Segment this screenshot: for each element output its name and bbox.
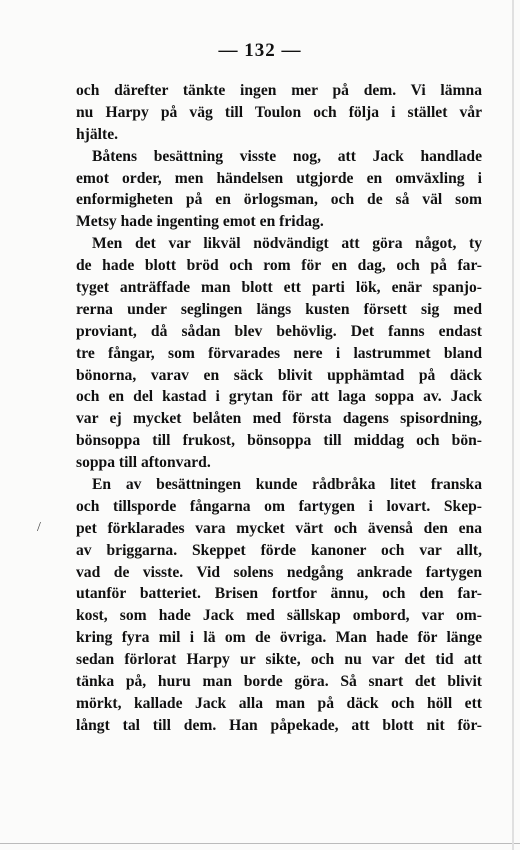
- page-bottom-edge: [0, 843, 520, 844]
- text-line: En av besättningen kunde rådbråka litet franska: [92, 476, 482, 494]
- text-line: proviant, då sådan blev behövlig. Det fanns endast: [76, 322, 482, 340]
- text-line: hjälte.: [76, 125, 119, 143]
- text-line: emot order, men händelsen utgjorde en omväxling i: [76, 169, 482, 187]
- text-line: utanför batteriet. Brisen fortfor ännu, och den far-: [76, 585, 482, 603]
- margin-mark: /: [37, 520, 41, 535]
- text-line: Metsy hade ingenting emot en fridag.: [76, 213, 324, 231]
- body-text: [76, 80, 482, 737]
- text-line: mörkt, kallade Jack alla man på däck och höll ett: [76, 694, 482, 712]
- text-line: kring fyra mil i lä om de övriga. Man hade för länge: [76, 629, 482, 647]
- text-line: pet förklarades vara mycket värt och ävenså den ena: [76, 519, 482, 537]
- text-line: och en del kastad i grytan för att laga soppa av. Jack: [76, 388, 482, 406]
- text-line: och tillsporde fångarna om fartygen i lovart. Skep-: [76, 497, 482, 515]
- text-line: Men det var likväl nödvändigt att göra något, ty: [92, 235, 482, 253]
- text-line: tre fångar, som förvarades nere i lastrummet bland: [76, 344, 482, 362]
- text-line: vad de visste. Vid solens nedgång ankrade fartygen: [76, 563, 482, 581]
- text-line: kost, som hade Jack med sällskap ombord, var om-: [76, 607, 482, 625]
- page-number: — 132 —: [218, 40, 302, 61]
- text-line: sedan förlorat Harpy ur sikte, och nu var det tid att: [76, 651, 482, 669]
- text-line: långt tal till dem. Han påpekade, att blott nit för-: [76, 716, 482, 734]
- text-line: tänka på, huru man borde göra. Så snart det blivit: [76, 673, 482, 691]
- text-line: tyget anträffade man blott ett parti lök, enär spanjo-: [76, 279, 482, 297]
- text-line: nu Harpy på väg till Toulon och följa i stället vår: [76, 103, 482, 121]
- text-line: rerna under seglingen längs kusten försett sig med: [76, 300, 482, 318]
- text-line: enformigheten på en örlogsman, och de så väl som: [76, 191, 482, 209]
- text-line: var ej mycket belåten med första dagens spisordning,: [76, 410, 482, 428]
- text-line: bönorna, varav en säck blivit upphämtad på däck: [76, 366, 482, 384]
- text-line: av briggarna. Skeppet förde kanoner och var allt,: [76, 541, 482, 559]
- text-line: och därefter tänkte ingen mer på dem. Vi lämna: [76, 82, 482, 99]
- text-line: de hade blott bröd och rom för en dag, och på far-: [76, 257, 482, 275]
- text-line: Båtens besättning visste nog, att Jack handlade: [92, 147, 482, 165]
- text-line: soppa till aftonvard.: [76, 454, 211, 472]
- text-line: bönsoppa till frukost, bönsoppa till middag och bön-: [76, 432, 482, 450]
- page-right-edge: [512, 0, 514, 850]
